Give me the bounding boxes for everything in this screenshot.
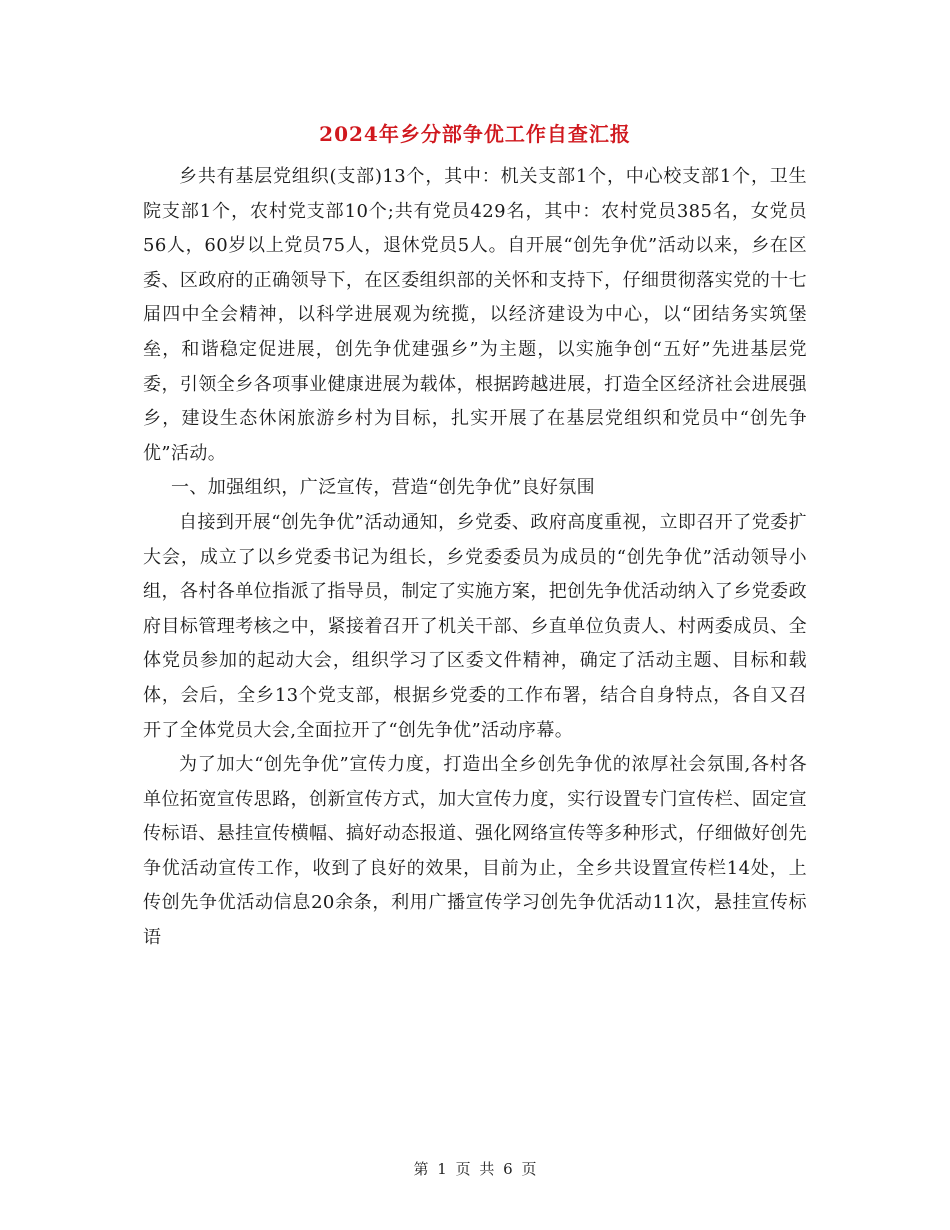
document-body xyxy=(143,160,807,956)
section-heading-1: 一、加强组织，广泛宣传，营造“创先争优”良好氛围 xyxy=(171,477,596,499)
paragraph-intro: 乡共有基层党组织(支部)13个，其中：机关支部1个，中心校支部1个，卫生院支部1个，农村党支部10个;共有党员429名，其中：农村党员385名，女党员56人，60岁以上党员75人，退休党员5人。自开展“创先争优”活动以来，乡在区委、区政府的正确领导下，在区委组织部的关怀和支持下，仔细贯彻落实党的十七届四中全会精神，以科学进展观为统揽，以经济建设为中心，以“团结务实筑堡垒，和谐稳定促进展，创先争优建强乡”为主题，以实施争创“五好”先进基层党委，引领全乡各项事业健康进展为载体，根据跨越进展，打造全区经济社会进展强乡，建设生态休闲旅游乡村为目标，扎实开展了在基层党组织和党员中“创先争优”活动。 xyxy=(143,166,807,464)
paragraph-publicity: 为了加大“创先争优”宣传力度，打造出全乡创先争优的浓厚社会氛围,各村各单位拓宽宣传思路，创新宣传方式，加大宣传力度，实行设置专门宣传栏、固定宣传标语、悬挂宣传横幅、搞好动态报道、强化网络宣传等多种形式，仔细做好创先争优活动宣传工作，收到了良好的效果，目前为止，全乡共设置宣传栏14处，上传创先争优活动信息20余条，利用广播宣传学习创先争优活动11次，悬挂宣传标语 xyxy=(143,754,807,949)
document-title: 2024年乡分部争优工作自查汇报 xyxy=(319,122,631,146)
paragraph-organization: 自接到开展“创先争优”活动通知，乡党委、政府高度重视，立即召开了党委扩大会，成立了以乡党委书记为组长，乡党委委员为成员的“创先争优”活动领导小组，各村各单位指派了指导员，制定了实施方案，把创先争优活动纳入了乡党委政府目标管理考核之中，紧接着召开了机关干部、乡直单位负责人、村两委成员、全体党员参加的起动大会，组织学习了区委文件精神，确定了活动主题、目标和载体，会后，全乡13个党支部，根据乡党委的工作布署，结合自身特点，各自又召开了全体党员大会,全面拉开了“创先争优”活动序幕。 xyxy=(143,511,807,741)
page-number-footer: 第 1 页 共 6 页 xyxy=(413,1160,537,1178)
